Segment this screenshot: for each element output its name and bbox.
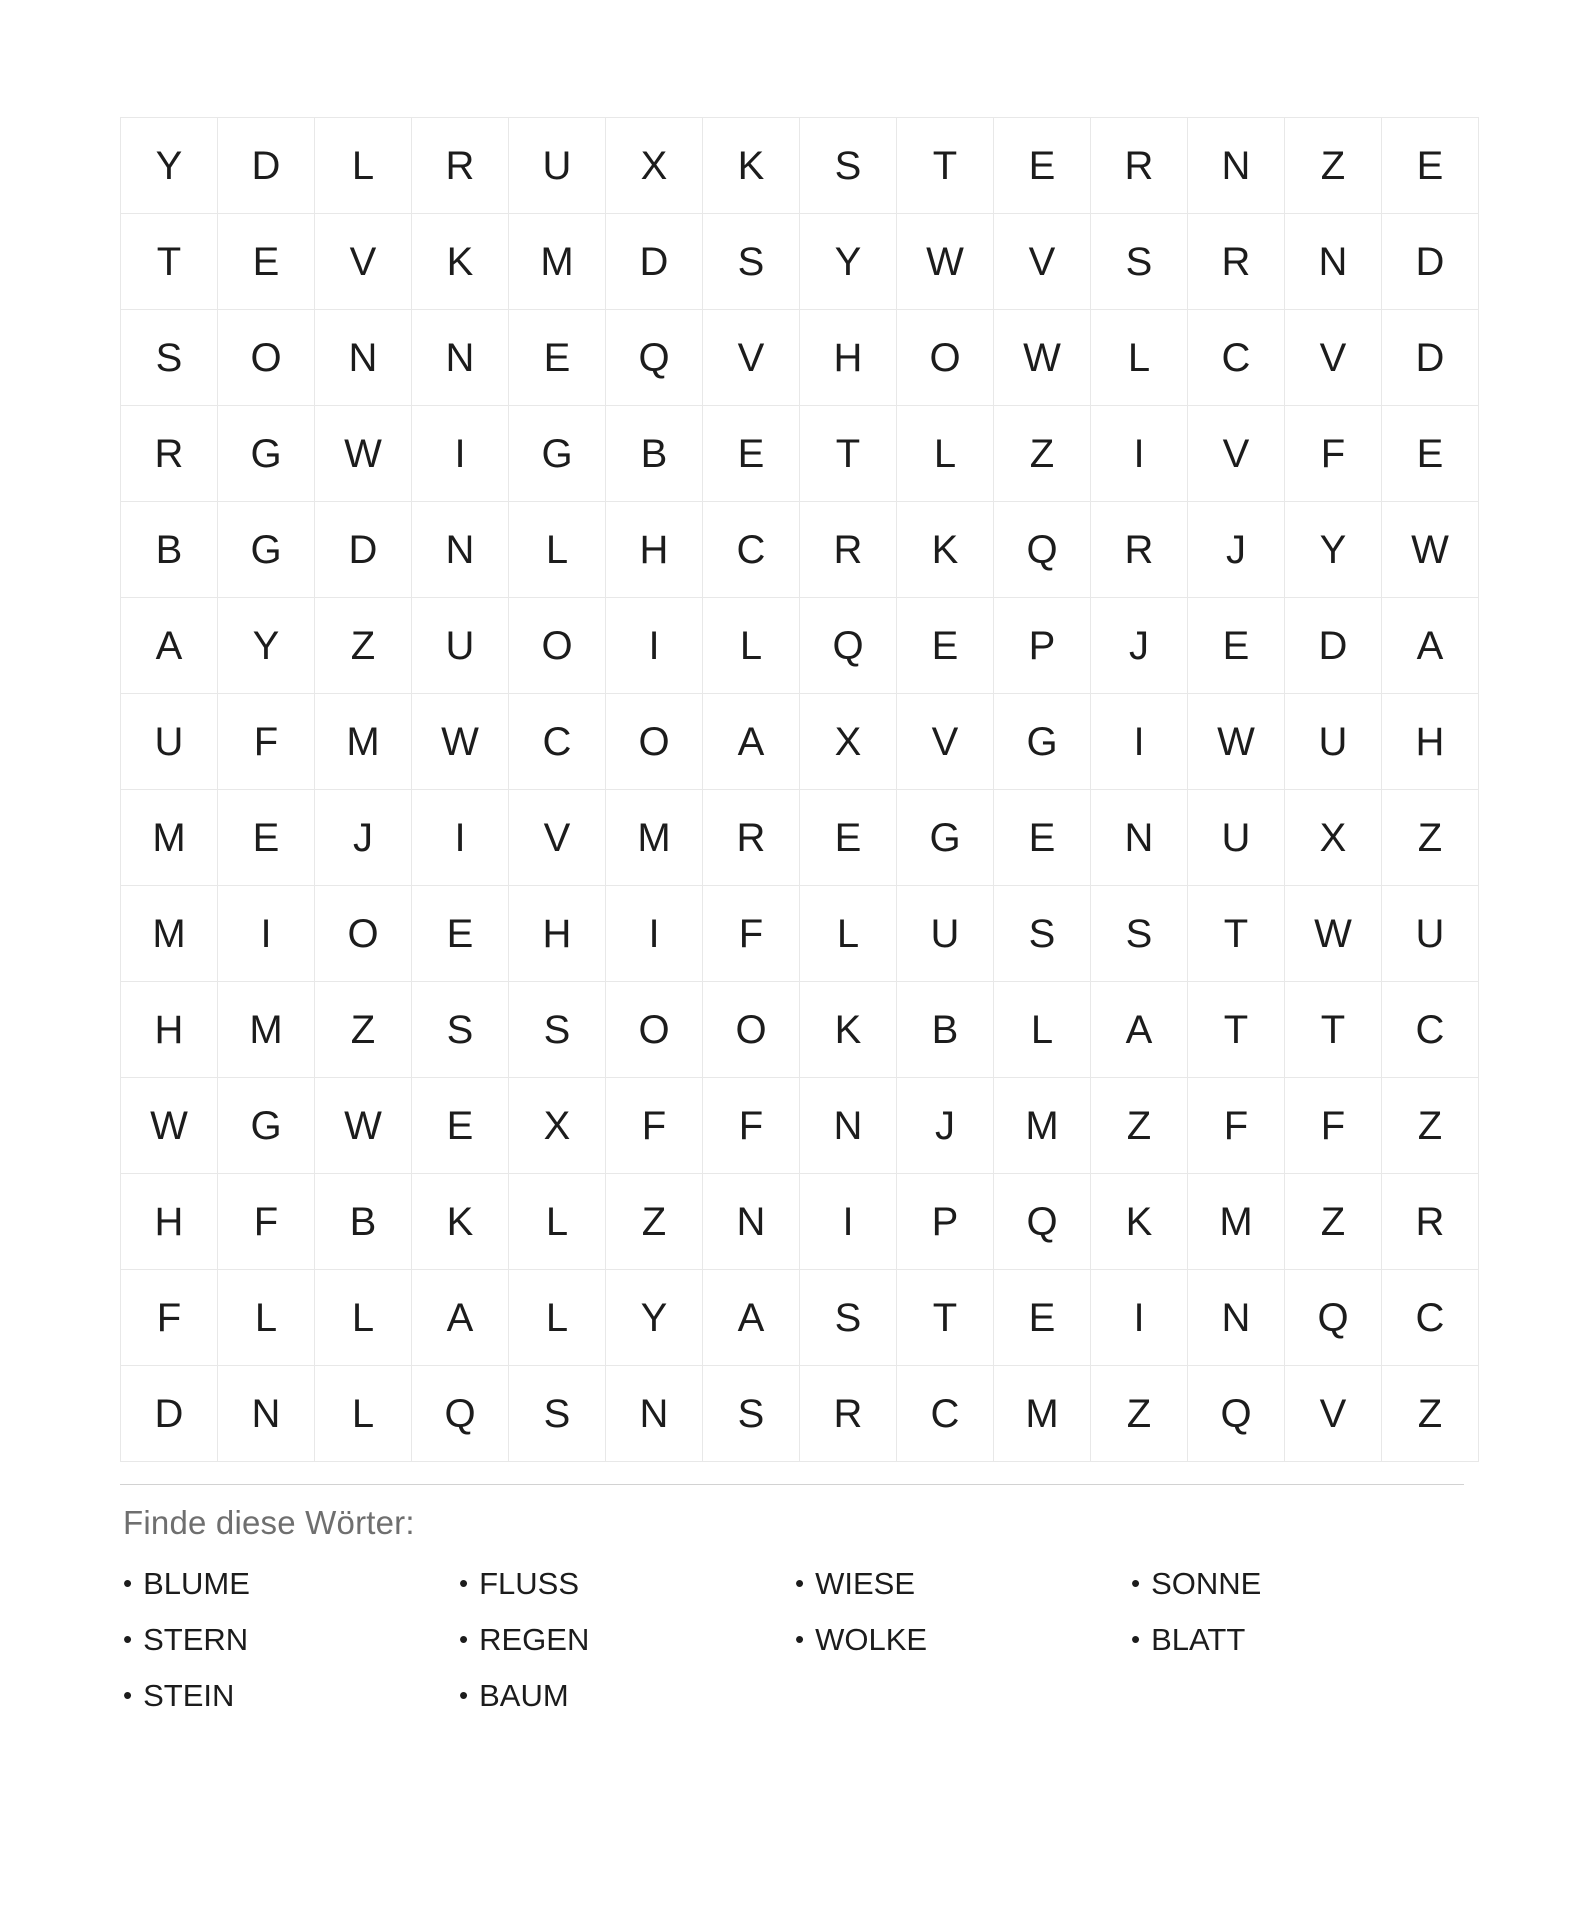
grid-cell[interactable]: S	[1091, 214, 1188, 310]
grid-cell[interactable]: X	[509, 1078, 606, 1174]
grid-cell[interactable]: E	[1382, 406, 1479, 502]
word-list-column	[120, 1568, 456, 1736]
grid-cell[interactable]: G	[509, 406, 606, 502]
word-list-columns	[120, 1568, 1464, 1736]
grid-cell[interactable]: Y	[606, 1270, 703, 1366]
grid-cell[interactable]: V	[509, 790, 606, 886]
grid-cell[interactable]: R	[800, 502, 897, 598]
grid-cell[interactable]: Z	[1382, 790, 1479, 886]
bullet-icon: •	[1131, 1568, 1141, 1598]
grid-row	[121, 1078, 1479, 1174]
grid-cell[interactable]: Q	[606, 310, 703, 406]
word-list-column	[792, 1568, 1128, 1736]
bullet-icon: •	[123, 1568, 133, 1598]
grid-cell[interactable]: I	[1091, 694, 1188, 790]
grid-cell[interactable]: Y	[800, 214, 897, 310]
word-list-item[interactable]	[792, 1624, 1128, 1680]
grid-cell[interactable]: F	[1285, 1078, 1382, 1174]
grid-cell[interactable]: B	[121, 502, 218, 598]
grid-cell[interactable]: N	[800, 1078, 897, 1174]
grid-cell[interactable]: O	[606, 694, 703, 790]
word-list-item[interactable]	[120, 1568, 456, 1624]
word-list-item[interactable]	[120, 1680, 456, 1736]
grid-cell[interactable]: M	[606, 790, 703, 886]
grid-cell[interactable]: D	[315, 502, 412, 598]
grid-cell[interactable]: M	[218, 982, 315, 1078]
word-list-item[interactable]	[792, 1568, 1128, 1624]
bullet-icon: •	[459, 1680, 469, 1710]
grid-cell[interactable]: S	[412, 982, 509, 1078]
bullet-icon: •	[123, 1624, 133, 1654]
grid-cell[interactable]: L	[994, 982, 1091, 1078]
grid-cell[interactable]: D	[1285, 598, 1382, 694]
grid-cell[interactable]: B	[897, 982, 994, 1078]
grid-cell[interactable]: W	[315, 406, 412, 502]
grid-cell[interactable]: L	[703, 598, 800, 694]
grid-cell[interactable]: P	[897, 1174, 994, 1270]
grid-cell[interactable]: A	[121, 598, 218, 694]
grid-cell[interactable]: T	[121, 214, 218, 310]
grid-cell[interactable]: Q	[994, 502, 1091, 598]
grid-cell[interactable]: H	[606, 502, 703, 598]
word-list-column	[456, 1568, 792, 1736]
grid-cell[interactable]: E	[994, 1270, 1091, 1366]
bullet-icon: •	[123, 1680, 133, 1710]
grid-cell[interactable]: H	[1382, 694, 1479, 790]
grid-cell[interactable]: E	[1382, 118, 1479, 214]
grid-cell[interactable]: W	[412, 694, 509, 790]
word-list-section	[120, 1504, 1464, 1736]
grid-cell[interactable]: C	[1382, 982, 1479, 1078]
grid-cell[interactable]: N	[315, 310, 412, 406]
word-list-item[interactable]	[456, 1680, 792, 1736]
grid-row	[121, 118, 1479, 214]
grid-cell[interactable]: S	[509, 1366, 606, 1462]
grid-cell[interactable]: F	[606, 1078, 703, 1174]
grid-cell[interactable]: X	[1285, 790, 1382, 886]
grid-cell[interactable]: A	[412, 1270, 509, 1366]
grid-cell[interactable]: H	[800, 310, 897, 406]
grid-row	[121, 1366, 1479, 1462]
word-list-item[interactable]	[1128, 1624, 1464, 1680]
grid-cell[interactable]: E	[994, 790, 1091, 886]
bullet-icon: •	[459, 1568, 469, 1598]
grid-cell[interactable]: A	[703, 1270, 800, 1366]
grid-cell[interactable]: F	[1188, 1078, 1285, 1174]
grid-cell[interactable]: T	[897, 1270, 994, 1366]
grid-cell[interactable]: J	[897, 1078, 994, 1174]
grid-cell[interactable]: G	[897, 790, 994, 886]
grid-cell[interactable]: I	[412, 406, 509, 502]
grid-cell[interactable]: Y	[121, 118, 218, 214]
grid-cell[interactable]: I	[218, 886, 315, 982]
word-list-item[interactable]	[120, 1624, 456, 1680]
grid-cell[interactable]: X	[800, 694, 897, 790]
grid-cell[interactable]: L	[509, 1174, 606, 1270]
grid-cell[interactable]: K	[800, 982, 897, 1078]
grid-cell[interactable]: K	[412, 1174, 509, 1270]
grid-cell[interactable]: M	[994, 1366, 1091, 1462]
grid-cell[interactable]: L	[1091, 310, 1188, 406]
letter-grid[interactable]	[120, 117, 1479, 1462]
grid-cell[interactable]: M	[509, 214, 606, 310]
grid-row	[121, 406, 1479, 502]
grid-cell[interactable]: N	[1091, 790, 1188, 886]
grid-cell[interactable]: G	[218, 1078, 315, 1174]
grid-cell[interactable]: D	[218, 118, 315, 214]
bullet-icon: •	[795, 1624, 805, 1654]
bullet-icon: •	[1131, 1624, 1141, 1654]
grid-cell[interactable]: S	[509, 982, 606, 1078]
grid-cell[interactable]: C	[509, 694, 606, 790]
grid-cell[interactable]: I	[412, 790, 509, 886]
grid-cell[interactable]: L	[218, 1270, 315, 1366]
grid-cell[interactable]: O	[897, 310, 994, 406]
grid-cell[interactable]: A	[1091, 982, 1188, 1078]
grid-cell[interactable]: D	[606, 214, 703, 310]
grid-cell[interactable]: E	[412, 886, 509, 982]
word-label: BLUME	[143, 1566, 250, 1601]
grid-cell[interactable]: S	[994, 886, 1091, 982]
grid-cell[interactable]: O	[315, 886, 412, 982]
word-label: WOLKE	[815, 1622, 928, 1657]
grid-cell[interactable]: S	[121, 310, 218, 406]
word-label: BAUM	[479, 1678, 569, 1713]
grid-cell[interactable]: M	[994, 1078, 1091, 1174]
grid-cell[interactable]: O	[218, 310, 315, 406]
grid-cell[interactable]: W	[994, 310, 1091, 406]
grid-row	[121, 982, 1479, 1078]
grid-cell[interactable]: E	[218, 214, 315, 310]
grid-cell[interactable]: Q	[412, 1366, 509, 1462]
grid-cell[interactable]: J	[1188, 502, 1285, 598]
grid-cell[interactable]: E	[1188, 598, 1285, 694]
grid-cell[interactable]: R	[800, 1366, 897, 1462]
grid-cell[interactable]: W	[1285, 886, 1382, 982]
grid-cell[interactable]: F	[121, 1270, 218, 1366]
word-list-title: Finde diese Wörter:	[123, 1504, 415, 1541]
letter-grid-container	[120, 117, 1464, 1462]
grid-row	[121, 886, 1479, 982]
grid-cell[interactable]: K	[897, 502, 994, 598]
grid-cell[interactable]: K	[412, 214, 509, 310]
grid-cell[interactable]: W	[897, 214, 994, 310]
grid-cell[interactable]: I	[606, 598, 703, 694]
grid-cell[interactable]: V	[1285, 1366, 1382, 1462]
grid-cell[interactable]: M	[121, 790, 218, 886]
grid-cell[interactable]: N	[1188, 118, 1285, 214]
word-label: BLATT	[1151, 1622, 1246, 1657]
word-label: STEIN	[143, 1678, 235, 1713]
grid-row	[121, 1174, 1479, 1270]
grid-cell[interactable]: T	[1285, 982, 1382, 1078]
grid-cell[interactable]: F	[703, 1078, 800, 1174]
grid-cell[interactable]: V	[897, 694, 994, 790]
grid-cell[interactable]: B	[606, 406, 703, 502]
grid-cell[interactable]: M	[121, 886, 218, 982]
grid-cell[interactable]: W	[121, 1078, 218, 1174]
grid-cell[interactable]: R	[1188, 214, 1285, 310]
grid-cell[interactable]: P	[994, 598, 1091, 694]
grid-cell[interactable]: T	[897, 118, 994, 214]
grid-row	[121, 214, 1479, 310]
grid-cell[interactable]: C	[1382, 1270, 1479, 1366]
grid-cell[interactable]: H	[121, 1174, 218, 1270]
grid-row	[121, 1270, 1479, 1366]
grid-cell[interactable]: E	[703, 406, 800, 502]
grid-cell[interactable]: F	[218, 1174, 315, 1270]
word-label: STERN	[143, 1622, 249, 1657]
grid-cell[interactable]: Z	[606, 1174, 703, 1270]
grid-row	[121, 598, 1479, 694]
grid-cell[interactable]: D	[121, 1366, 218, 1462]
grid-cell[interactable]: S	[703, 214, 800, 310]
grid-cell[interactable]: S	[800, 118, 897, 214]
grid-row	[121, 790, 1479, 886]
grid-cell[interactable]: O	[703, 982, 800, 1078]
grid-cell[interactable]: W	[1188, 694, 1285, 790]
grid-cell[interactable]: G	[218, 406, 315, 502]
grid-cell[interactable]: R	[1382, 1174, 1479, 1270]
grid-cell[interactable]: U	[412, 598, 509, 694]
grid-cell[interactable]: L	[315, 1270, 412, 1366]
grid-cell[interactable]: U	[121, 694, 218, 790]
grid-cell[interactable]: U	[1382, 886, 1479, 982]
grid-cell[interactable]: H	[121, 982, 218, 1078]
grid-cell[interactable]: O	[606, 982, 703, 1078]
grid-cell[interactable]: V	[315, 214, 412, 310]
grid-cell[interactable]: M	[315, 694, 412, 790]
grid-cell[interactable]: D	[1382, 214, 1479, 310]
grid-cell[interactable]: U	[897, 886, 994, 982]
grid-cell[interactable]: L	[509, 502, 606, 598]
grid-cell[interactable]: Z	[1285, 1174, 1382, 1270]
grid-cell[interactable]: E	[412, 1078, 509, 1174]
grid-cell[interactable]: D	[1382, 310, 1479, 406]
grid-cell[interactable]: F	[1285, 406, 1382, 502]
grid-cell[interactable]: Q	[800, 598, 897, 694]
grid-cell[interactable]: L	[509, 1270, 606, 1366]
grid-cell[interactable]: U	[1188, 790, 1285, 886]
grid-cell[interactable]: Z	[315, 982, 412, 1078]
grid-cell[interactable]: V	[703, 310, 800, 406]
grid-cell[interactable]: Q	[994, 1174, 1091, 1270]
grid-cell[interactable]: T	[1188, 886, 1285, 982]
grid-cell[interactable]: A	[703, 694, 800, 790]
grid-cell[interactable]: R	[703, 790, 800, 886]
grid-cell[interactable]: S	[1091, 886, 1188, 982]
grid-cell[interactable]: F	[218, 694, 315, 790]
word-label: FLUSS	[479, 1566, 580, 1601]
grid-cell[interactable]: Z	[1382, 1366, 1479, 1462]
word-label: REGEN	[479, 1622, 590, 1657]
grid-cell[interactable]: K	[1091, 1174, 1188, 1270]
grid-cell[interactable]: W	[315, 1078, 412, 1174]
grid-cell[interactable]: I	[800, 1174, 897, 1270]
grid-cell[interactable]: N	[412, 310, 509, 406]
grid-cell[interactable]: N	[606, 1366, 703, 1462]
word-list-item[interactable]	[456, 1624, 792, 1680]
grid-cell[interactable]: N	[218, 1366, 315, 1462]
grid-cell[interactable]: Z	[315, 598, 412, 694]
grid-cell[interactable]: I	[606, 886, 703, 982]
grid-cell[interactable]: I	[1091, 406, 1188, 502]
grid-cell[interactable]: L	[897, 406, 994, 502]
grid-cell[interactable]: G	[994, 694, 1091, 790]
grid-cell[interactable]: O	[509, 598, 606, 694]
grid-cell[interactable]: L	[315, 1366, 412, 1462]
bullet-icon: •	[459, 1624, 469, 1654]
word-list-item[interactable]	[1128, 1568, 1464, 1624]
grid-cell[interactable]: J	[1091, 598, 1188, 694]
grid-cell[interactable]: Z	[994, 406, 1091, 502]
grid-cell[interactable]: U	[1285, 694, 1382, 790]
grid-cell[interactable]: R	[1091, 502, 1188, 598]
grid-cell[interactable]: T	[800, 406, 897, 502]
section-divider	[120, 1484, 1464, 1485]
grid-cell[interactable]: Z	[1091, 1078, 1188, 1174]
grid-cell[interactable]: Z	[1285, 118, 1382, 214]
grid-row	[121, 694, 1479, 790]
grid-cell[interactable]: U	[509, 118, 606, 214]
grid-cell[interactable]: R	[121, 406, 218, 502]
grid-cell[interactable]: A	[1382, 598, 1479, 694]
grid-cell[interactable]: L	[800, 886, 897, 982]
grid-cell[interactable]: V	[994, 214, 1091, 310]
grid-cell[interactable]: C	[897, 1366, 994, 1462]
grid-cell[interactable]: V	[1285, 310, 1382, 406]
grid-cell[interactable]: E	[897, 598, 994, 694]
grid-row	[121, 310, 1479, 406]
grid-cell[interactable]: N	[1285, 214, 1382, 310]
grid-cell[interactable]: S	[800, 1270, 897, 1366]
grid-cell[interactable]: W	[1382, 502, 1479, 598]
grid-cell[interactable]: Y	[218, 598, 315, 694]
bullet-icon: •	[795, 1568, 805, 1598]
grid-cell[interactable]: J	[315, 790, 412, 886]
grid-cell[interactable]: R	[412, 118, 509, 214]
grid-cell[interactable]: V	[1188, 406, 1285, 502]
grid-cell[interactable]: N	[412, 502, 509, 598]
grid-cell[interactable]: Y	[1285, 502, 1382, 598]
word-label: WIESE	[815, 1566, 916, 1601]
grid-cell[interactable]: R	[1091, 118, 1188, 214]
grid-cell[interactable]: E	[800, 790, 897, 886]
grid-cell[interactable]: K	[703, 118, 800, 214]
grid-cell[interactable]: Q	[1188, 1366, 1285, 1462]
grid-cell[interactable]: Z	[1382, 1078, 1479, 1174]
grid-cell[interactable]: X	[606, 118, 703, 214]
grid-cell[interactable]: N	[1188, 1270, 1285, 1366]
grid-cell[interactable]: H	[509, 886, 606, 982]
grid-cell[interactable]: F	[703, 886, 800, 982]
grid-cell[interactable]: G	[218, 502, 315, 598]
word-list-column	[1128, 1568, 1464, 1736]
grid-cell[interactable]: E	[509, 310, 606, 406]
grid-cell[interactable]: M	[1188, 1174, 1285, 1270]
grid-cell[interactable]: L	[315, 118, 412, 214]
grid-cell[interactable]: C	[703, 502, 800, 598]
grid-row	[121, 502, 1479, 598]
grid-cell[interactable]: T	[1188, 982, 1285, 1078]
grid-cell[interactable]: E	[218, 790, 315, 886]
grid-cell[interactable]: Z	[1091, 1366, 1188, 1462]
grid-cell[interactable]: S	[703, 1366, 800, 1462]
grid-cell[interactable]: I	[1091, 1270, 1188, 1366]
grid-cell[interactable]: N	[703, 1174, 800, 1270]
grid-cell[interactable]: E	[994, 118, 1091, 214]
grid-cell[interactable]: Q	[1285, 1270, 1382, 1366]
grid-cell[interactable]: C	[1188, 310, 1285, 406]
word-list-item[interactable]	[456, 1568, 792, 1624]
grid-cell[interactable]: B	[315, 1174, 412, 1270]
word-label: SONNE	[1151, 1566, 1262, 1601]
